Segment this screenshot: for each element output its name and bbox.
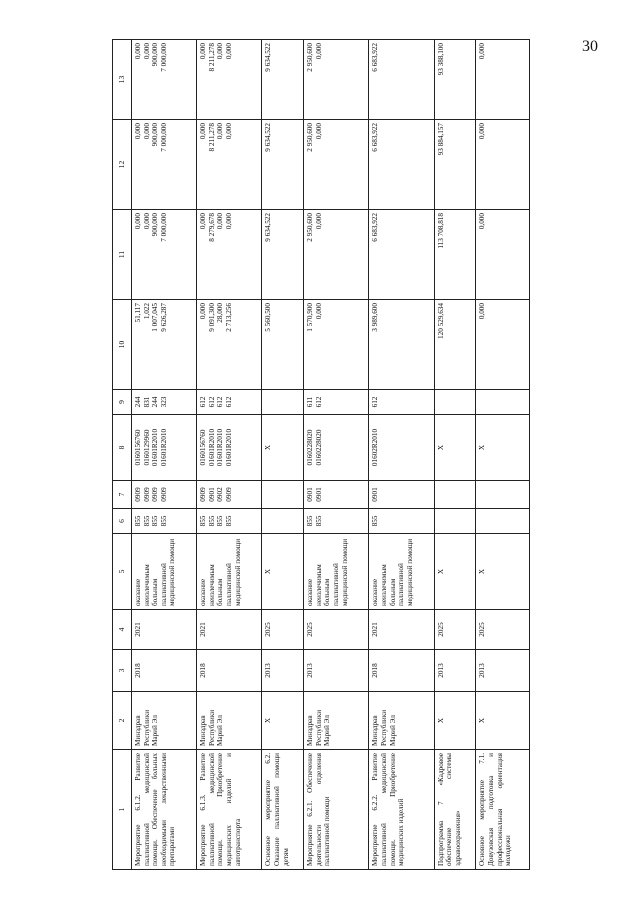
vr-code-value: 612 xyxy=(207,396,216,408)
grbs-code xyxy=(304,509,369,534)
table-row xyxy=(369,40,434,870)
end-year: 2021 xyxy=(369,610,434,650)
vr-code-value: 611 xyxy=(306,396,315,408)
grbs-code-value: 855 xyxy=(216,515,225,527)
amount-col-12 xyxy=(197,120,262,210)
amount-col-12-value: 0,000 xyxy=(314,123,323,140)
rzpr-code-value: 0902 xyxy=(216,487,225,502)
vr-code-value xyxy=(264,393,273,411)
header-cell: 9 xyxy=(113,390,132,415)
amount-col-11 xyxy=(262,210,304,300)
amount-col-13-value: 2 950,600 xyxy=(306,43,315,72)
executor-cell: Минздрав Республики Марий Эл xyxy=(132,692,197,750)
start-year: 2013 xyxy=(434,650,476,692)
header-cell: 13 xyxy=(113,40,132,120)
amount-col-11-value: 7 000,000 xyxy=(159,213,168,242)
vr-code xyxy=(434,390,476,415)
grbs-code-value: 855 xyxy=(371,515,380,527)
page-number: 30 xyxy=(582,38,598,55)
rzpr-code-value xyxy=(437,484,446,505)
executor-cell: Минздрав Республики Марий Эл xyxy=(369,692,434,750)
rzpr-code-value xyxy=(478,484,487,505)
amount-col-12 xyxy=(262,120,304,210)
start-year: 2018 xyxy=(132,650,197,692)
grbs-code-value: 855 xyxy=(199,515,208,527)
grbs-code-value: 855 xyxy=(224,515,233,527)
csr-code-value: 01602R2010 xyxy=(371,428,380,467)
csr-code xyxy=(476,415,530,481)
amount-col-12-value: 0,000 xyxy=(142,123,151,140)
vr-code-value: 612 xyxy=(199,396,208,408)
vr-code xyxy=(476,390,530,415)
amount-col-13 xyxy=(369,40,434,120)
csr-code-value: 01601R2010 xyxy=(159,428,168,467)
csr-code xyxy=(434,415,476,481)
csr-code-value: X xyxy=(478,444,487,451)
activity-name: Мероприятие 6.2.1. Обеспечение деятельности отделения паллиативной помощи xyxy=(304,750,369,870)
table-row xyxy=(476,40,530,870)
expected-result: оказание неизлечимым больным паллиативной медицинской помощи xyxy=(197,534,262,610)
amount-col-12 xyxy=(132,120,197,210)
amount-col-10 xyxy=(197,300,262,390)
end-year: 2025 xyxy=(476,610,530,650)
amount-col-13-value: 6 683,922 xyxy=(371,43,380,72)
csr-code-value: X xyxy=(264,444,273,451)
rzpr-code-value: 0909 xyxy=(199,487,208,502)
amount-col-12-value: 9 634,522 xyxy=(264,123,273,152)
executor-cell: Минздрав Республики Марий Эл xyxy=(197,692,262,750)
vr-code-value xyxy=(437,393,446,411)
rzpr-code xyxy=(476,481,530,509)
grbs-code-value: 855 xyxy=(306,515,315,527)
amount-col-10 xyxy=(476,300,530,390)
rzpr-code xyxy=(132,481,197,509)
amount-col-13-value: 9 634,522 xyxy=(264,43,273,72)
rzpr-code-value xyxy=(264,484,273,505)
amount-col-13 xyxy=(262,40,304,120)
activity-name: Подпрограмма 7 «Кадровое обеспечение системы здравоохранения» xyxy=(434,750,476,870)
executor-cell: Минздрав Республики Марий Эл xyxy=(304,692,369,750)
amount-col-11-value: 0,000 xyxy=(478,213,487,230)
amount-col-10 xyxy=(132,300,197,390)
amount-col-13-value: 0,000 xyxy=(142,43,151,60)
expected-result: X xyxy=(434,534,476,610)
header-cell: 7 xyxy=(113,481,132,509)
rzpr-code-value: 0901 xyxy=(314,487,323,502)
table-row xyxy=(197,40,262,870)
vr-code xyxy=(262,390,304,415)
amount-col-13 xyxy=(434,40,476,120)
budget-table xyxy=(112,39,530,870)
start-year: 2018 xyxy=(369,650,434,692)
grbs-code-value xyxy=(478,512,487,530)
amount-col-13-value: 0,000 xyxy=(216,43,225,60)
amount-col-11 xyxy=(132,210,197,300)
grbs-code xyxy=(197,509,262,534)
csr-code xyxy=(132,415,197,481)
grbs-code xyxy=(369,509,434,534)
rzpr-code xyxy=(262,481,304,509)
amount-col-10-value: 9 626,287 xyxy=(159,303,168,332)
amount-col-11-value: 9 634,522 xyxy=(264,213,273,242)
amount-col-12-value: 6 683,922 xyxy=(371,123,380,152)
table-row xyxy=(262,40,304,870)
executor-cell: X xyxy=(476,692,530,750)
rzpr-code-value: 0901 xyxy=(371,487,380,502)
amount-col-13-value: 0,000 xyxy=(134,43,142,60)
amount-col-12-value: 7 000,000 xyxy=(159,123,168,152)
header-cell: 1 xyxy=(113,750,132,870)
vr-code-value: 612 xyxy=(216,396,225,408)
end-year: 2021 xyxy=(132,610,197,650)
amount-col-10-value: 9 091,300 xyxy=(207,303,216,332)
header-cell: 5 xyxy=(113,534,132,610)
amount-col-13-value: 7 000,000 xyxy=(159,43,168,72)
amount-col-10-value: 1 007,045 xyxy=(151,303,160,332)
rzpr-code xyxy=(369,481,434,509)
amount-col-13-value: 0,000 xyxy=(224,43,233,60)
activity-name: Мероприятие 6.1.3. Развитие паллиативной медицинской помощи. Приобретение медицинских изделий и автотранспорта xyxy=(197,750,262,870)
amount-col-13-value: 0,000 xyxy=(199,43,208,60)
amount-col-11-value: 0,000 xyxy=(224,213,233,230)
amount-col-10 xyxy=(262,300,304,390)
csr-code-value: 01601R2010 xyxy=(216,428,225,467)
rzpr-code-value: 0909 xyxy=(142,487,151,502)
end-year: 2021 xyxy=(197,610,262,650)
amount-col-10 xyxy=(369,300,434,390)
vr-code-value: 244 xyxy=(134,396,142,408)
amount-col-12-value: 8 211,278 xyxy=(207,123,216,152)
start-year: 2013 xyxy=(304,650,369,692)
expected-result: X xyxy=(476,534,530,610)
end-year: 2025 xyxy=(262,610,304,650)
amount-col-12-value: 0,000 xyxy=(199,123,208,140)
grbs-code-value: 855 xyxy=(151,515,160,527)
csr-code xyxy=(304,415,369,481)
amount-col-11-value: 0,000 xyxy=(216,213,225,230)
start-year: 2018 xyxy=(197,650,262,692)
rzpr-code-value: 0909 xyxy=(151,487,160,502)
header-row xyxy=(113,40,132,870)
amount-col-10-value: 5 560,500 xyxy=(264,303,273,332)
table-row xyxy=(434,40,476,870)
vr-code xyxy=(304,390,369,415)
header-cell: 2 xyxy=(113,692,132,750)
amount-col-12-value: 2 950,600 xyxy=(306,123,315,152)
grbs-code-value: 855 xyxy=(314,515,323,527)
grbs-code-value: 855 xyxy=(207,515,216,527)
end-year: 2025 xyxy=(434,610,476,650)
amount-col-12 xyxy=(304,120,369,210)
csr-code-value: 01601R2010 xyxy=(207,428,216,467)
rzpr-code-value: 0909 xyxy=(134,487,142,502)
vr-code-value: 612 xyxy=(314,396,323,408)
amount-col-11-value: 0,000 xyxy=(142,213,151,230)
vr-code xyxy=(132,390,197,415)
amount-col-10-value: 51,117 xyxy=(134,303,142,323)
grbs-code xyxy=(434,509,476,534)
amount-col-11 xyxy=(304,210,369,300)
rzpr-code-value: 0909 xyxy=(224,487,233,502)
grbs-code xyxy=(132,509,197,534)
amount-col-11 xyxy=(369,210,434,300)
amount-col-11-value: 0,000 xyxy=(199,213,208,230)
expected-result: оказание неизлечимым больным паллиативной медицинской помощи xyxy=(369,534,434,610)
activity-name: Мероприятие 6.1.2. Развитие паллиативной медицинской помощи. Обеспечение больных необходимыми лекарственными препаратами xyxy=(132,750,197,870)
header-cell: 3 xyxy=(113,650,132,692)
amount-col-13 xyxy=(476,40,530,120)
amount-col-11-value: 900,000 xyxy=(151,213,160,237)
rzpr-code-value: 0901 xyxy=(306,487,315,502)
amount-col-12-value: 0,000 xyxy=(216,123,225,140)
grbs-code xyxy=(476,509,530,534)
table-row xyxy=(132,40,197,870)
amount-col-13-value: 0,000 xyxy=(478,43,487,60)
amount-col-11-value: 0,000 xyxy=(314,213,323,230)
amount-col-13 xyxy=(304,40,369,120)
amount-col-11 xyxy=(476,210,530,300)
amount-col-10 xyxy=(304,300,369,390)
csr-code-value: 0160228020 xyxy=(314,429,323,466)
vr-code xyxy=(197,390,262,415)
amount-col-10-value: 0,000 xyxy=(314,303,323,320)
csr-code-value: 0160129960 xyxy=(142,429,151,466)
expected-result: оказание неизлечимым больным паллиативной медицинской помощи xyxy=(304,534,369,610)
activity-name: Основное мероприятие 7.1. Довузовская подготовка и профессиональная ориентация молодежи xyxy=(476,750,530,870)
rzpr-code xyxy=(197,481,262,509)
rotated-table-container xyxy=(112,40,530,870)
vr-code xyxy=(369,390,434,415)
rzpr-code xyxy=(304,481,369,509)
rotated-table-area xyxy=(112,40,530,870)
header-cell: 4 xyxy=(113,610,132,650)
executor-cell: X xyxy=(262,692,304,750)
rzpr-code-value: 0909 xyxy=(159,487,168,502)
end-year: 2025 xyxy=(304,610,369,650)
table-row xyxy=(304,40,369,870)
amount-col-10-value: 1,022 xyxy=(142,303,151,320)
vr-code-value: 831 xyxy=(142,396,151,408)
activity-name: Основное мероприятие 6.2. Оказание паллиативной помощи детям xyxy=(262,750,304,870)
expected-result: оказание неизлечимым больным паллиативной медицинской помощи xyxy=(132,534,197,610)
csr-code xyxy=(369,415,434,481)
amount-col-12-value: 900,000 xyxy=(151,123,160,147)
csr-code-value: 01601R2010 xyxy=(151,428,160,467)
activity-name: Мероприятие 6.2.2. Развитие паллиативной медицинской помощи. Приобретение медицинских изделий xyxy=(369,750,434,870)
table-body xyxy=(113,40,530,870)
amount-col-11-value: 2 950,600 xyxy=(306,213,315,242)
amount-col-10-value: 0,000 xyxy=(478,303,487,320)
header-cell: 11 xyxy=(113,210,132,300)
csr-code xyxy=(262,415,304,481)
amount-col-10-value: 3 989,600 xyxy=(371,303,380,332)
amount-col-10-value: 28,000 xyxy=(216,303,225,323)
grbs-code xyxy=(262,509,304,534)
amount-col-12-value: 0,000 xyxy=(224,123,233,140)
amount-col-13-value: 8 211,278 xyxy=(207,43,216,72)
amount-col-10-value: 2 713,256 xyxy=(224,303,233,332)
grbs-code-value xyxy=(264,512,273,530)
executor-cell: X xyxy=(434,692,476,750)
amount-col-11 xyxy=(434,210,476,300)
csr-code-value: X xyxy=(436,444,445,451)
vr-code-value: 323 xyxy=(159,396,168,408)
amount-col-11-value: 0,000 xyxy=(134,213,142,230)
start-year: 2013 xyxy=(262,650,304,692)
amount-col-10-value: 0,000 xyxy=(199,303,208,320)
vr-code-value xyxy=(478,393,487,411)
amount-col-11 xyxy=(197,210,262,300)
amount-col-13 xyxy=(197,40,262,120)
csr-code xyxy=(197,415,262,481)
header-cell: 12 xyxy=(113,120,132,210)
amount-col-12-value: 0,000 xyxy=(478,123,487,140)
grbs-code-value: 855 xyxy=(159,515,168,527)
csr-code-value: 0160156760 xyxy=(134,429,142,466)
csr-code-value: 0160156760 xyxy=(199,429,208,466)
amount-col-11-value: 6 683,922 xyxy=(371,213,380,242)
amount-col-13 xyxy=(132,40,197,120)
start-year: 2013 xyxy=(476,650,530,692)
expected-result: X xyxy=(262,534,304,610)
amount-col-12-value: 0,000 xyxy=(134,123,142,140)
header-cell: 8 xyxy=(113,415,132,481)
vr-code-value: 244 xyxy=(151,396,160,408)
amount-col-11-value: 113 708,818 xyxy=(436,213,445,249)
rzpr-code-value: 0901 xyxy=(207,487,216,502)
amount-col-10-value: 120 529,634 xyxy=(436,303,445,339)
amount-col-12 xyxy=(434,120,476,210)
vr-code-value: 612 xyxy=(224,396,233,408)
amount-col-13-value: 93 388,100 xyxy=(436,43,445,76)
amount-col-11-value: 8 279,678 xyxy=(207,213,216,242)
grbs-code-value: 855 xyxy=(134,515,142,527)
amount-col-12-value: 93 884,157 xyxy=(436,123,445,156)
vr-code-value: 612 xyxy=(371,396,380,408)
amount-col-12 xyxy=(476,120,530,210)
amount-col-12 xyxy=(369,120,434,210)
amount-col-13-value: 0,000 xyxy=(314,43,323,60)
grbs-code-value: 855 xyxy=(142,515,151,527)
grbs-code-value xyxy=(437,512,446,530)
csr-code-value: 0160228020 xyxy=(306,429,315,466)
amount-col-13-value: 900,000 xyxy=(151,43,160,67)
header-cell: 6 xyxy=(113,509,132,534)
amount-col-10 xyxy=(434,300,476,390)
amount-col-10-value: 1 570,900 xyxy=(306,303,315,332)
rzpr-code xyxy=(434,481,476,509)
csr-code-value: 01601R2010 xyxy=(224,428,233,467)
header-cell: 10 xyxy=(113,300,132,390)
